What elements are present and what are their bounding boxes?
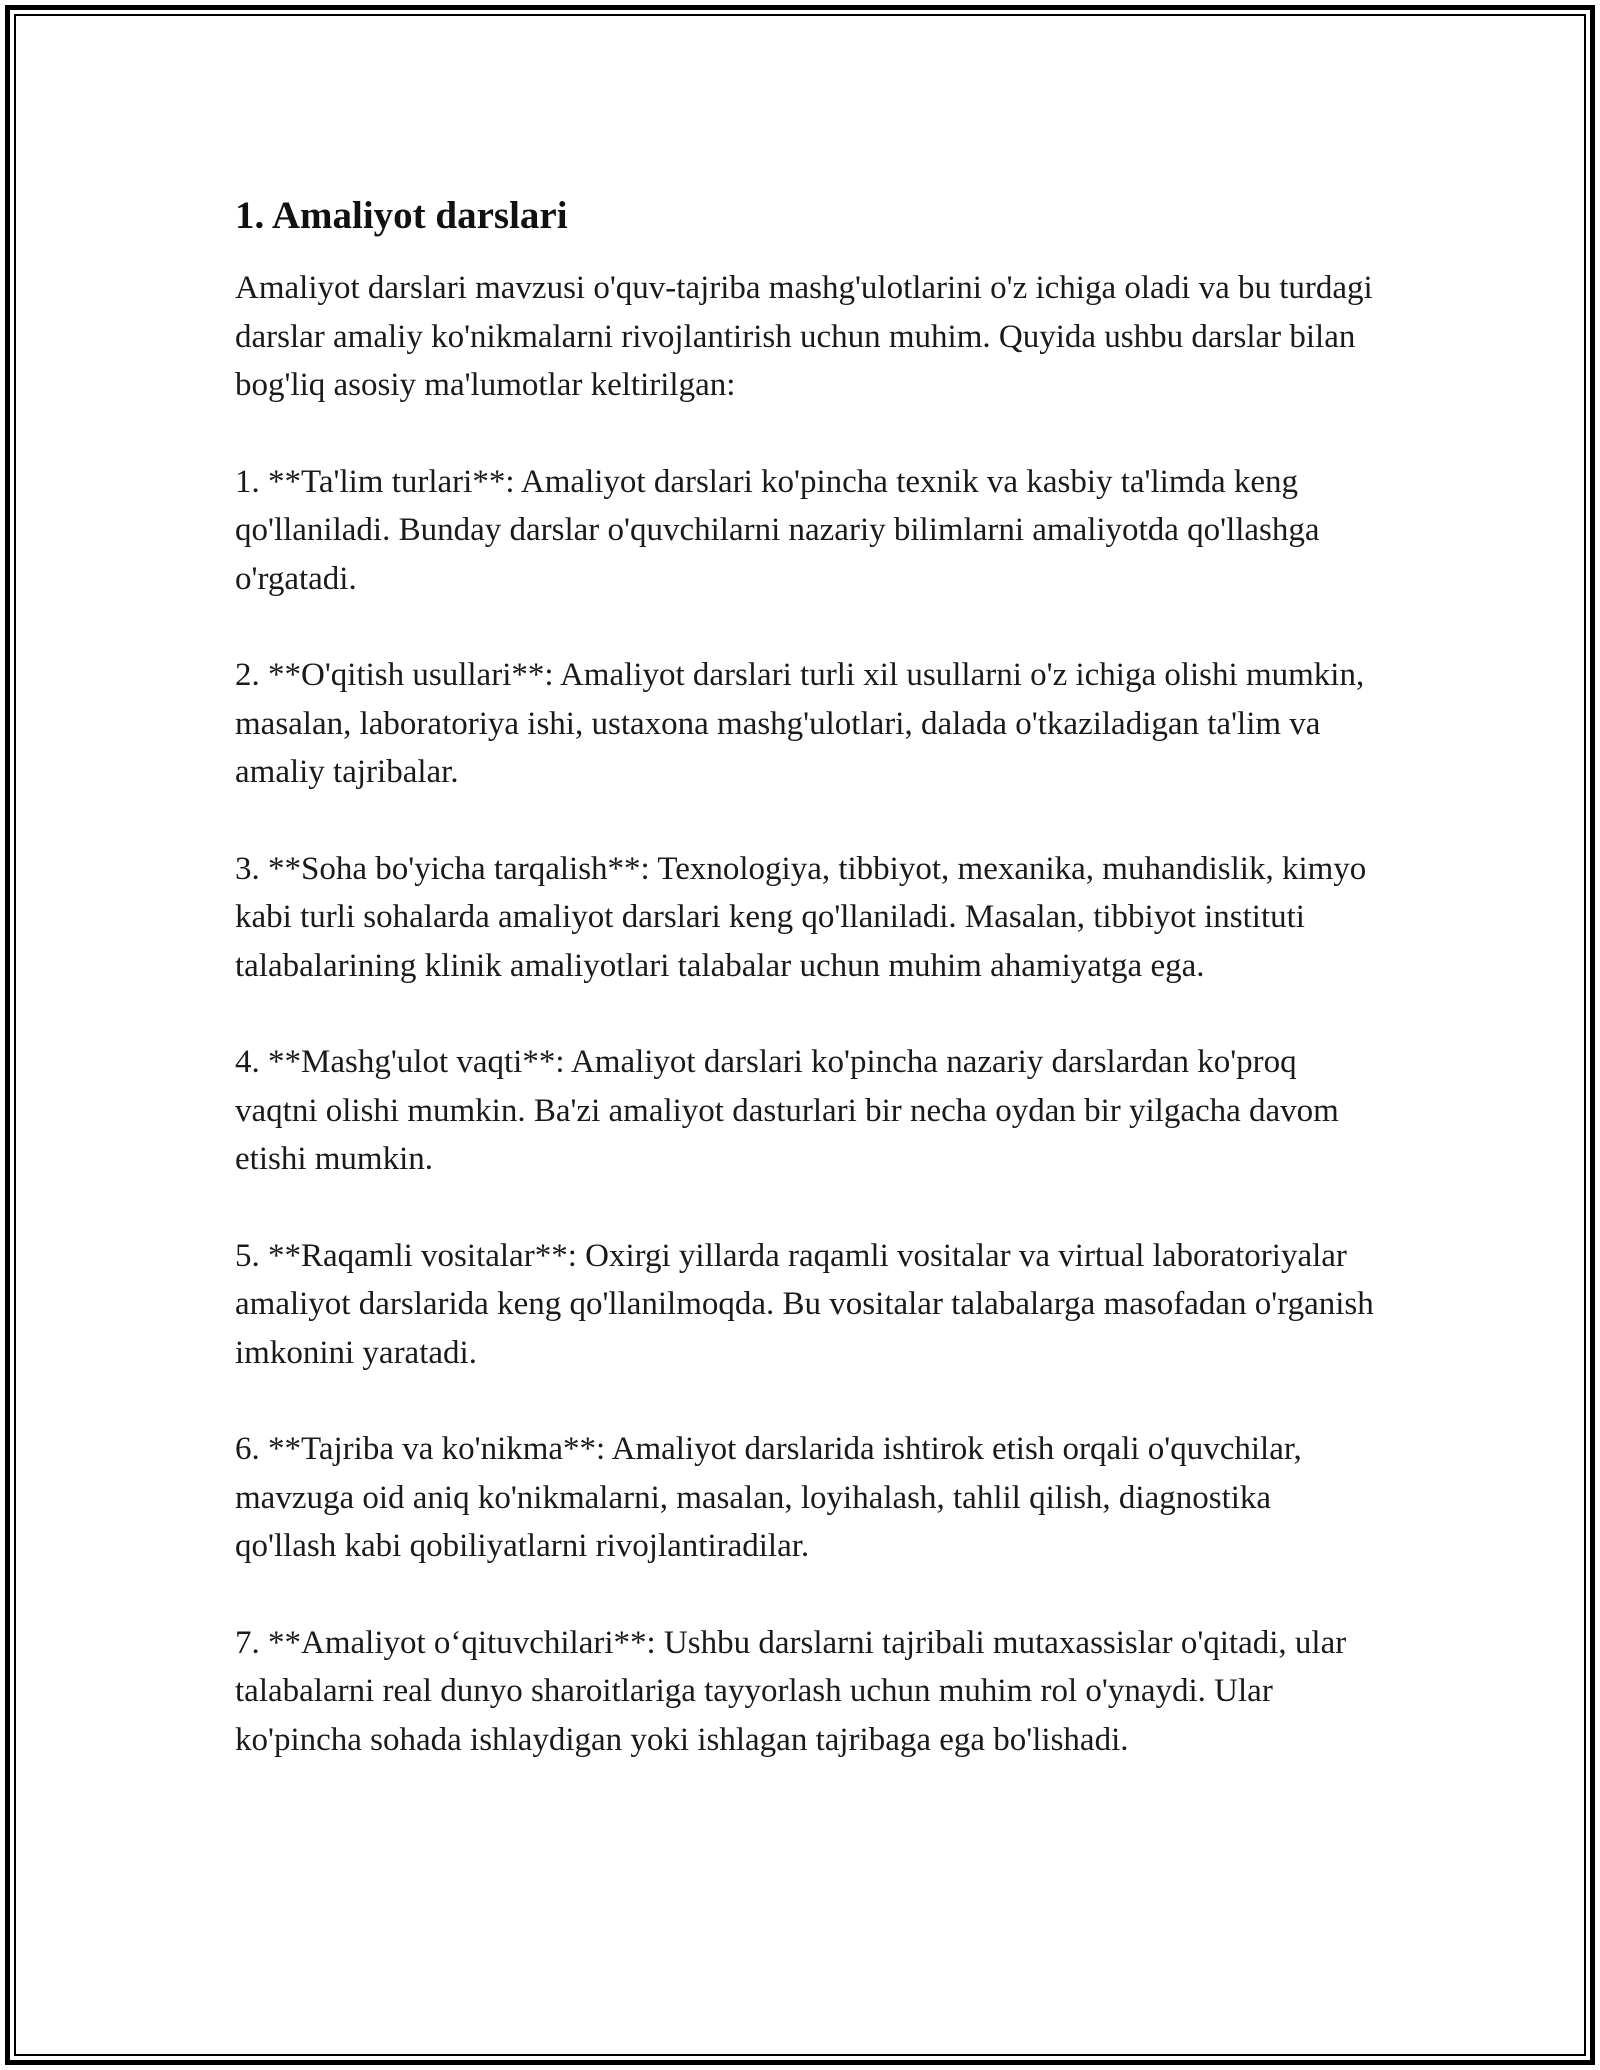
list-item-3: 3. **Soha bo'yicha tarqalish**: Texnologiya, tibbiyot, mexanika, muhandislik, kimyo kabi turli sohalarda amaliyot darslari keng qo'llaniladi. Masalan, tibbiyot instituti talabalarining klinik amaliyotlari talabalar uchun muhim ahamiyatga ega. [235, 850, 1367, 984]
intro-paragraph: Amaliyot darslari mavzusi o'quv-tajriba mashg'ulotlarini o'z ichiga oladi va bu turdagi darslar amaliy ko'nikmalarni rivojlantirish uchun muhim. Quyida ushbu darslar bilan bog'liq asosiy ma'lumotlar keltirilgan: [235, 270, 1373, 403]
document-body [235, 190, 1375, 1764]
list-item-2: 2. **O'qitish usullari**: Amaliyot darslari turli xil usullarni o'z ichiga olishi mumkin, masalan, laboratoriya ishi, ustaxona mashg'ulotlari, dalada o'tkaziladigan ta'lim va amaliy tajribalar. [235, 657, 1365, 790]
list-item-7: 7. **Amaliyot o‘qituvchilari**: Ushbu darslarni tajribali mutaxassislar o'qitadi, ular talabalarni real dunyo sharoitlariga tayyorlash uchun muhim rol o'ynaydi. Ular ko'pincha sohada ishlaydigan yoki ishlagan tajribaga ega bo'lishadi. [235, 1624, 1347, 1758]
list-item-6: 6. **Tajriba va ko'nikma**: Amaliyot darslarida ishtirok etish orqali o'quvchilar, mavzuga oid aniq ko'nikmalarni, masalan, loyihalash, tahlil qilish, diagnostika qo'llash kabi qobiliyatlarni rivojlantiradilar. [235, 1431, 1302, 1564]
list-item-5: 5. **Raqamli vositalar**: Oxirgi yillarda raqamli vositalar va virtual laboratoriyalar amaliyot darslarida keng qo'llanilmoqda. Bu vositalar talabalarga masofadan o'rganish imkonini yaratadi. [235, 1237, 1374, 1371]
document-title: 1. Amaliyot darslari [235, 194, 568, 237]
list-item-1: 1. **Ta'lim turlari**: Amaliyot darslari ko'pincha texnik va kasbiy ta'limda keng qo'llaniladi. Bunday darslar o'quvchilarni nazariy bilimlarni amaliyotda qo'llashga o'rgatadi. [235, 463, 1320, 597]
list-item-4: 4. **Mashg'ulot vaqti**: Amaliyot darslari ko'pincha nazariy darslardan ko'proq vaqtni olishi mumkin. Ba'zi amaliyot dasturlari bir necha oydan bir yilgacha davom etishi mumkin. [235, 1044, 1339, 1177]
